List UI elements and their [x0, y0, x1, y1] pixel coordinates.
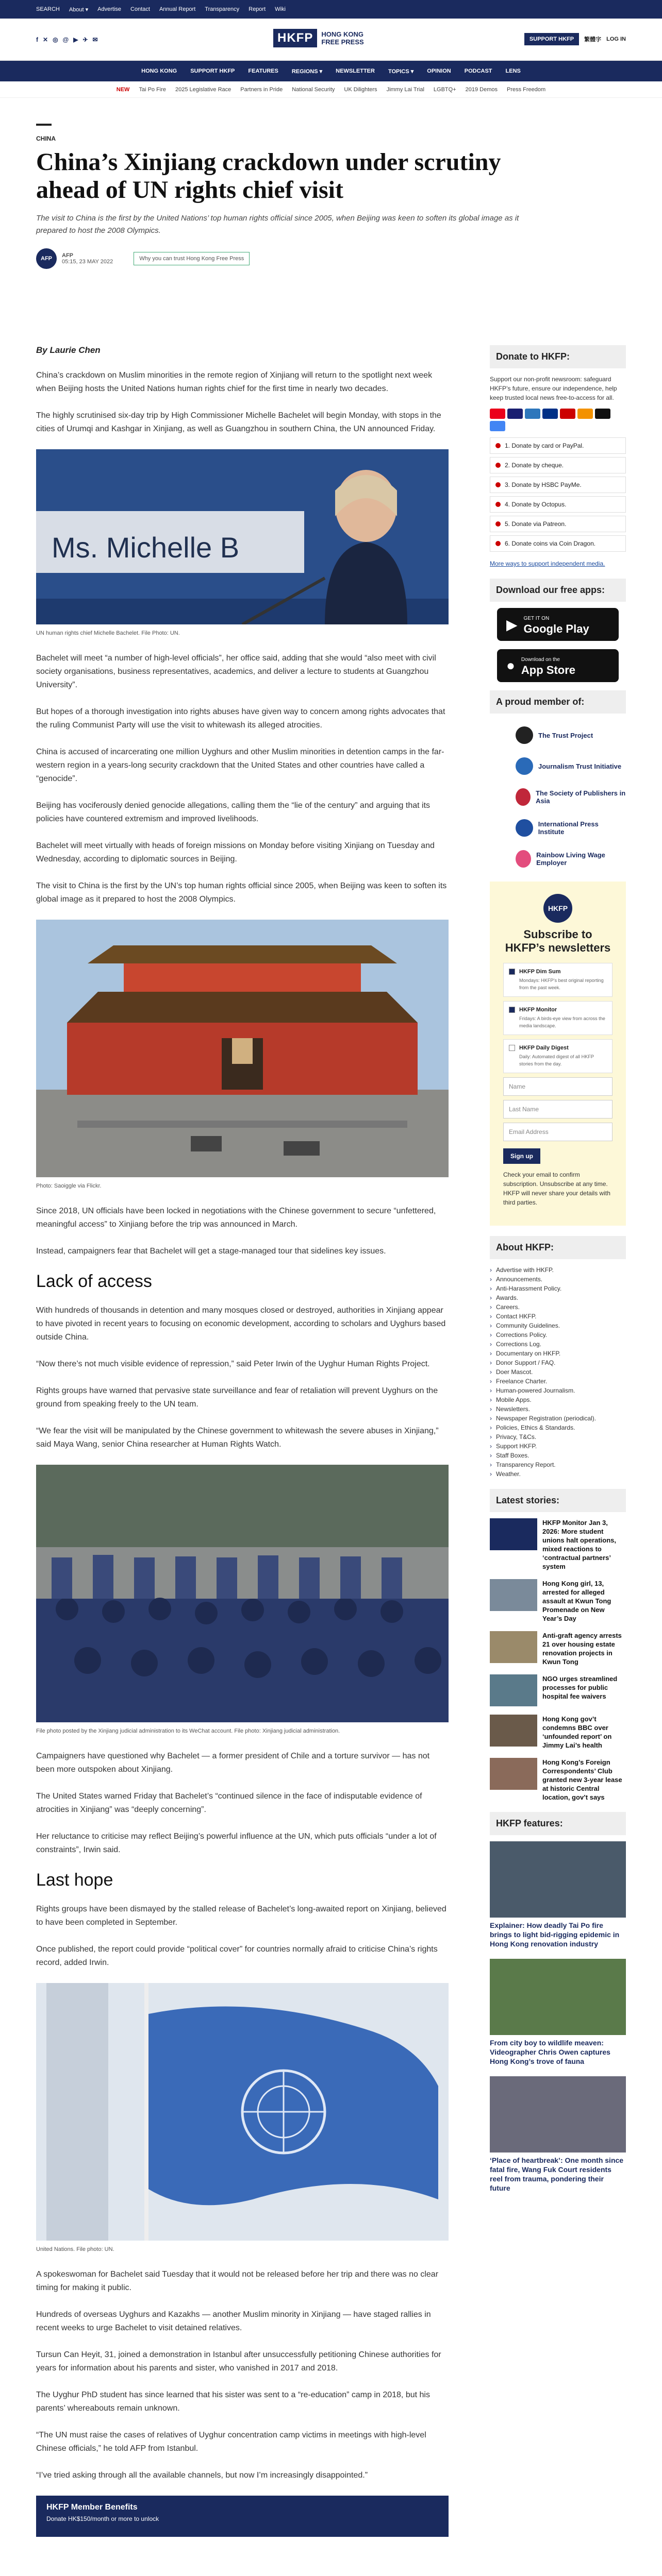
figure-caption: UN human rights chief Michelle Bachelet. File Photo: UN.	[36, 630, 180, 636]
paragraph: Rights groups have been dismayed by the stalled release of Bachelet’s long-awaited report on Xinjiang, believed to have been completed in September.	[36, 1905, 446, 1927]
ticker-item[interactable]: Press Freedom	[507, 86, 546, 93]
ticker-item[interactable]: UK Dilighters	[344, 86, 377, 93]
feature-thumbnail	[490, 1959, 626, 2035]
jti-icon	[516, 757, 533, 775]
donate-option[interactable]: 6. Donate coins via Coin Dragon.	[490, 535, 626, 552]
figure-caption: United Nations. File photo: UN.	[36, 2246, 114, 2252]
nav-item-regions[interactable]: REGIONS ▾	[291, 68, 323, 75]
about-link[interactable]: › Donor Support / FAQ.	[490, 1358, 626, 1367]
app-store-button[interactable]: ● Download on the App Store	[497, 649, 619, 682]
octopus-icon	[577, 409, 593, 419]
publish-date: 05:15, 23 MAY 2022	[62, 259, 113, 265]
paragraph: “Now there’s not much visible evidence of repression,” said Peter Irwin of the Uyghur Human Rights Project.	[36, 1360, 430, 1368]
paragraph: Her reluctance to criticise may reflect Beijing’s powerful influence at the UN, which puts officials “under a lot of constraints”, Irwin said.	[36, 1832, 437, 1854]
donate-option[interactable]: 4. Donate by Octopus.	[490, 496, 626, 513]
member-logo[interactable]: The Trust Project	[490, 720, 626, 751]
about-list	[490, 1265, 626, 1479]
ticker-item[interactable]: Tai Po Fire	[139, 86, 167, 93]
ticker-item[interactable]: 2025 Legislative Race	[175, 86, 231, 93]
member-logo[interactable]: Rainbow Living Wage Employer	[490, 843, 626, 874]
trust-project-icon	[516, 726, 533, 744]
latest-story[interactable]: HKFP Monitor Jan 3, 2026: More student unions halt operations, mixed reactions to ‘contractual partners’ system	[490, 1518, 626, 1571]
paragraph: Rights groups have warned that pervasive state surveillance and fear of retaliation will prevent Uyghurs on the ground from speaking freely to the UN team.	[36, 1386, 438, 1409]
story-thumbnail	[490, 1631, 537, 1663]
story-thumbnail	[490, 1518, 537, 1550]
paragraph: The United States warned Friday that Bachelet’s “continued silence in the face of indisputable evidence of atrocities in Xinjiang” was “deeply concerning”.	[36, 1792, 422, 1814]
about-link[interactable]: › Awards.	[490, 1293, 626, 1302]
donate-option[interactable]: 3. Donate by HSBC PayMe.	[490, 477, 626, 493]
play-icon: ▶	[506, 616, 518, 633]
paragraph: Instead, campaigners fear that Bachelet will get a stage-managed tour that sidelines key issues.	[36, 1247, 386, 1256]
paragraph: “The UN must raise the cases of relatives of Uyghur concentration camp victims in meetings with high-level Chinese officials,” he told AFP from Istanbul.	[36, 2431, 426, 2453]
newsletter-option[interactable]: HKFP Monitor Fridays: A birds-eye view from across the media landscape.	[503, 1001, 613, 1035]
about-link[interactable]: › Anti-Harassment Policy.	[490, 1284, 626, 1293]
nav-item-newsletter[interactable]: NEWSLETTER	[336, 68, 375, 74]
figure-caption: Photo: Saoiggle via Flickr.	[36, 1183, 102, 1189]
about-heading: About HKFP:	[490, 1236, 626, 1259]
ticker-item[interactable]: Jimmy Lai Trial	[386, 86, 424, 93]
donate-text: Support our non-profit newsroom: safeguard HKFP’s future, ensure our independence, help keep trusted local news free-to-access for all.	[490, 376, 617, 401]
article-category[interactable]: CHINA	[36, 135, 56, 142]
article-body	[36, 345, 449, 2537]
about-link[interactable]: › Support HKFP.	[490, 1442, 626, 1451]
wiki-link[interactable]: Wiki	[275, 6, 286, 12]
figure-caption: File photo posted by the Xinjiang judicial administration to its WeChat account. File photo: Xinjiang judicial administration.	[36, 1728, 340, 1734]
main-nav	[0, 61, 662, 81]
latest-story[interactable]: Hong Kong gov’t condemns BBC over ‘unfounded report’ on Jimmy Lai’s health	[490, 1715, 626, 1750]
story-thumbnail	[490, 1579, 537, 1611]
banner-subtitle: Donate HK$150/month or more to unlock	[46, 2515, 159, 2522]
instagram-icon[interactable]: ◎	[53, 36, 58, 43]
paragraph: With hundreds of thousands in detention and many mosques closed or destroyed, authorities in Xinjiang appear to have pivoted in recent years to focusing on economic development, according to scholars and Uyghurs based outside China.	[36, 1306, 446, 1342]
features-heading: HKFP features:	[490, 1812, 626, 1835]
donate-heading: Donate to HKFP:	[490, 345, 626, 368]
sidebar	[490, 345, 626, 2203]
about-link[interactable]: › Mobile Apps.	[490, 1395, 626, 1404]
about-link[interactable]: › Freelance Charter.	[490, 1377, 626, 1386]
about-link[interactable]: › Announcements.	[490, 1275, 626, 1284]
checkbox[interactable]	[509, 1045, 515, 1051]
site-logo[interactable]	[273, 29, 364, 47]
member-heading: A proud member of:	[490, 690, 626, 714]
article-title: China’s Xinjiang crackdown under scrutiny ahead of UN rights chief visit	[36, 148, 501, 204]
paragraph: Beijing has vociferously denied genocide allegations, calling them the “lie of the century” and arguing that its policies have countered extremism and improved livelihoods.	[36, 801, 431, 823]
nav-item-support[interactable]: SUPPORT HKFP	[190, 68, 235, 74]
language-link[interactable]: 繁體字	[584, 37, 602, 43]
heart-icon	[495, 502, 501, 507]
banner-title: HKFP Member Benefits	[46, 2503, 138, 2512]
new-badge: NEW	[116, 86, 130, 93]
email-icon[interactable]: ✉	[92, 36, 98, 43]
paragraph: China is accused of incarcerating one million Uyghurs and other Muslim minorities in detention camps in the far-western region in a years-long security crackdown that the United States and other countries have called a “genocide”.	[36, 748, 444, 783]
logo-mark: HKFP	[273, 29, 317, 47]
about-link[interactable]: › Documentary on HKFP.	[490, 1349, 626, 1358]
search-link[interactable]: SEARCH	[36, 6, 60, 12]
about-link[interactable]: › Weather.	[490, 1469, 626, 1479]
paragraph: Bachelet will meet “a number of high-level officials”, her office said, adding that she would “also meet with civil society organisations, business representatives, academics, and deliver a lecture to students at Guangzhou University”.	[36, 654, 436, 689]
figure-detainees	[36, 1465, 449, 1734]
newsletter-logo: HKFP	[543, 894, 572, 923]
report-link[interactable]: Report	[249, 6, 266, 12]
about-link[interactable]: About ▾	[69, 6, 89, 13]
nav-item-podcast[interactable]: PODCAST	[464, 68, 492, 74]
about-link[interactable]: › Corrections Log.	[490, 1340, 626, 1349]
top-bar	[0, 0, 662, 19]
section-heading: Lack of access	[36, 1272, 152, 1291]
first-name-field[interactable]: Name	[503, 1077, 613, 1096]
site-header	[0, 19, 662, 61]
svg-text:Ms. Michelle B: Ms. Michelle B	[52, 531, 240, 564]
social-icons	[36, 36, 98, 43]
latest-story[interactable]: Anti-graft agency arrests 21 over housing estate renovation projects in Kwun Tong	[490, 1631, 626, 1666]
support-button[interactable]: SUPPORT HKFP	[524, 33, 579, 45]
rainbow-icon	[516, 850, 531, 868]
ticker-item[interactable]: National Security	[292, 86, 335, 93]
threads-icon[interactable]: @	[62, 36, 69, 43]
x-icon[interactable]: ✕	[43, 36, 48, 43]
paragraph: “I’ve tried asking through all the available channels, but now I’m increasingly disappointed.”	[36, 2471, 368, 2480]
about-link[interactable]: › Policies, Ethics & Standards.	[490, 1423, 626, 1432]
about-link[interactable]: › Human-powered Journalism.	[490, 1386, 626, 1395]
figure-tiananmen	[36, 920, 449, 1189]
apple-icon: ●	[506, 657, 515, 673]
advertise-link[interactable]: Advertise	[97, 6, 122, 12]
donate-option[interactable]: 1. Donate by card or PayPal.	[490, 437, 626, 454]
paragraph: The Uyghur PhD student has since learned that his sister was sent to a “re-education” camp in 2018, but his parents’ whereabouts remain unknown.	[36, 2391, 430, 2413]
logo-text: HONG KONG FREE PRESS	[321, 30, 364, 46]
un-flag-photo	[36, 1983, 449, 2241]
detainees-photo	[36, 1465, 449, 1722]
byline: By Laurie Chen	[36, 345, 101, 355]
about-link[interactable]: › Transparency Report.	[490, 1460, 626, 1469]
apps-heading: Download our free apps:	[490, 579, 626, 602]
about-link[interactable]: › Privacy, T&Cs.	[490, 1432, 626, 1442]
about-link[interactable]: › Community Guidelines.	[490, 1321, 626, 1330]
bachelet-photo	[36, 449, 449, 624]
nav-item-opinion[interactable]: OPINION	[427, 68, 451, 74]
googlepay-icon	[490, 421, 505, 431]
newsletter-title: Subscribe to HKFP’s newsletters	[505, 928, 611, 954]
paragraph: Bachelet will meet virtually with heads of foreign missions on Monday before visiting Xinjiang on Tuesday and Wednesday, according to diplomatic sources in Beijing.	[36, 841, 435, 863]
feature-story[interactable]: ‘Place of heartbreak’: One month since fatal fire, Wang Fuk Court residents reel from trauma, pondering their future	[490, 2076, 626, 2193]
latest-story[interactable]: Hong Kong girl, 13, arrested for alleged assault at Kwun Tong Promenade on New Year’s Day	[490, 1579, 626, 1623]
google-play-button[interactable]: ▶ GET IT ON Google Play	[497, 608, 619, 641]
about-link[interactable]: › Staff Boxes.	[490, 1451, 626, 1460]
author-avatar: AFP	[36, 248, 57, 269]
feature-thumbnail	[490, 1841, 626, 1918]
ticker-item[interactable]: Partners in Pride	[240, 86, 283, 93]
about-link[interactable]: › Corrections Policy.	[490, 1330, 626, 1340]
donate-option[interactable]: 5. Donate via Patreon.	[490, 516, 626, 532]
heart-icon	[495, 482, 501, 487]
telegram-icon[interactable]: ✈	[82, 36, 88, 43]
about-link[interactable]: › Newspaper Registration (periodical).	[490, 1414, 626, 1423]
story-thumbnail	[490, 1758, 537, 1790]
article-subtitle: The visit to China is the first by the United Nations’ top human rights official since 2005, when Beijing was keen to soften its global image as it prepared to host the 2008 Olympics.	[36, 214, 519, 235]
paragraph: Since 2018, UN officials have been locked in negotiations with the Chinese government to secure “unfettered, meaningful access” to Xinjiang before the trip was announced in March.	[36, 1207, 436, 1229]
trust-link[interactable]: Why you can trust Hong Kong Free Press	[134, 252, 250, 265]
about-link[interactable]: › Advertise with HKFP.	[490, 1265, 626, 1275]
member-benefits-banner[interactable]	[36, 2496, 449, 2537]
nav-item-hong-kong[interactable]: HONG KONG	[141, 68, 177, 74]
paragraph: Tursun Can Heyit, 31, joined a demonstration in Istanbul after unsuccessfully petitioning Chinese authorities for years for information about his parents and sister, who vanished in 2017 and 2018.	[36, 2350, 441, 2372]
last-name-field[interactable]: Last Name	[503, 1100, 613, 1118]
email-field[interactable]: Email Address	[503, 1123, 613, 1141]
youtube-icon[interactable]: ▶	[73, 36, 78, 43]
mastercard-icon	[490, 409, 505, 419]
about-link[interactable]: › Doer Mascot.	[490, 1367, 626, 1377]
member-logo[interactable]: International Press Institute	[490, 812, 626, 843]
member-logo[interactable]: Journalism Trust Initiative	[490, 751, 626, 782]
tiananmen-photo	[36, 920, 449, 1177]
about-link[interactable]: › Careers.	[490, 1302, 626, 1312]
checkbox[interactable]	[509, 969, 515, 975]
contact-link[interactable]: Contact	[130, 6, 150, 12]
article-wrapper	[36, 124, 626, 2522]
article-meta	[36, 248, 626, 269]
ticker-item[interactable]: 2019 Demos	[465, 86, 498, 93]
latest-story[interactable]: NGO urges streamlined processes for public hospital fee waivers	[490, 1674, 626, 1706]
feature-thumbnail	[490, 2076, 626, 2153]
visa-icon	[507, 409, 523, 419]
transparency-link[interactable]: Transparency	[205, 6, 240, 12]
payme-icon	[560, 409, 575, 419]
newsletter-box	[490, 882, 626, 1226]
sopa-icon	[516, 788, 531, 806]
about-link[interactable]: › Contact HKFP.	[490, 1312, 626, 1321]
heart-icon	[495, 463, 501, 468]
donate-option[interactable]: 2. Donate by cheque.	[490, 457, 626, 473]
paragraph: But hopes of a thorough investigation into rights abuses have given way to concern among rights advocates that the ruling Communist Party will use the visit to whitewash its alleged atrocities.	[36, 707, 445, 730]
feature-story[interactable]: From city boy to wildlife meaven: Videographer Chris Owen captures Hong Kong’s trove of fauna	[490, 1959, 626, 2066]
section-heading: Last hope	[36, 1870, 113, 1890]
heart-icon	[495, 443, 501, 448]
paragraph: The highly scrutinised six-day trip by High Commissioner Michelle Bachelet will begin Monday, with stops in the cities of Urumqi and Kashgar in Xinjiang, as well as Guangzhou in southern China, the UN announced Friday.	[36, 411, 441, 433]
kicker-rule	[36, 124, 52, 126]
checkbox[interactable]	[509, 1007, 515, 1013]
newsletter-note: Check your email to confirm subscription. Unsubscribe at any time. HKFP will never share your details with third parties.	[503, 1171, 610, 1207]
paragraph: China’s crackdown on Muslim minorities in the remote region of Xinjiang will return to the spotlight next week when Beijing hosts the United Nations human rights chief for the first time in nearly two decades.	[36, 371, 433, 393]
about-link[interactable]: › Newsletters.	[490, 1404, 626, 1414]
story-thumbnail	[490, 1674, 537, 1706]
facebook-icon[interactable]: f	[36, 36, 38, 43]
paragraph: A spokeswoman for Bachelet said Tuesday that it would not be released before her trip and there was no clear timing for making it public.	[36, 2270, 439, 2292]
payment-icons	[490, 409, 626, 431]
nav-item-lens[interactable]: LENS	[505, 68, 521, 74]
applepay-icon	[595, 409, 610, 419]
paragraph: “We fear the visit will be manipulated by the Chinese government to whitewash the severe abuses in Xinjiang,” said Maya Wang, senior China researcher at Human Rights Watch.	[36, 1427, 439, 1449]
donate-more-link[interactable]: More ways to support independent media.	[490, 560, 605, 567]
ticker-item[interactable]: LGBTQ+	[433, 86, 456, 93]
paragraph: Once published, the report could provide “political cover” for countries normally afraid to criticise China’s rights record, added Irwin.	[36, 1945, 438, 1967]
nav-item-topics[interactable]: TOPICS ▾	[388, 68, 414, 75]
topic-ticker	[0, 81, 662, 98]
paragraph: The visit to China is the first by the UN’s top human rights official since 2005, when Beijing was keen to soften its global image as it prepared to host the 2008 Olympics.	[36, 882, 447, 904]
amex-icon	[525, 409, 540, 419]
feature-story[interactable]: Explainer: How deadly Tai Po fire brings to light bid-rigging epidemic in Hong Kong renovation industry	[490, 1841, 626, 1948]
heart-icon	[495, 541, 501, 546]
figure-un-flag	[36, 1983, 449, 2252]
member-logo[interactable]: The Society of Publishers in Asia	[490, 782, 626, 812]
paragraph: Campaigners have questioned why Bachelet — a former president of Chile and a torture survivor — has not been more outspoken about Xinjiang.	[36, 1752, 430, 1774]
login-link[interactable]: LOG IN	[606, 36, 626, 42]
signup-button[interactable]: Sign up	[503, 1148, 540, 1164]
figure-bachelet	[36, 449, 449, 636]
newsletter-option[interactable]: HKFP Daily Digest Daily: Automated digest of all HKFP stories from the day.	[503, 1039, 613, 1073]
heart-icon	[495, 521, 501, 527]
newsletter-option[interactable]: HKFP Dim Sum Mondays: HKFP’s best original reporting from the past week.	[503, 963, 613, 997]
latest-heading: Latest stories:	[490, 1489, 626, 1512]
ipi-icon	[516, 819, 533, 837]
story-thumbnail	[490, 1715, 537, 1747]
latest-story[interactable]: Hong Kong’s Foreign Correspondents’ Club granted new 3-year lease at historic Central location, gov’t says	[490, 1758, 626, 1802]
author-name[interactable]: AFP	[62, 252, 73, 259]
paragraph: Hundreds of overseas Uyghurs and Kazakhs — another Muslim minority in Xinjiang — have staged rallies in recent weeks to urge Bachelet to visit detained relatives.	[36, 2310, 431, 2332]
paypal-icon	[542, 409, 558, 419]
annual-report-link[interactable]: Annual Report	[159, 6, 196, 12]
nav-item-features[interactable]: FEATURES	[248, 68, 278, 74]
